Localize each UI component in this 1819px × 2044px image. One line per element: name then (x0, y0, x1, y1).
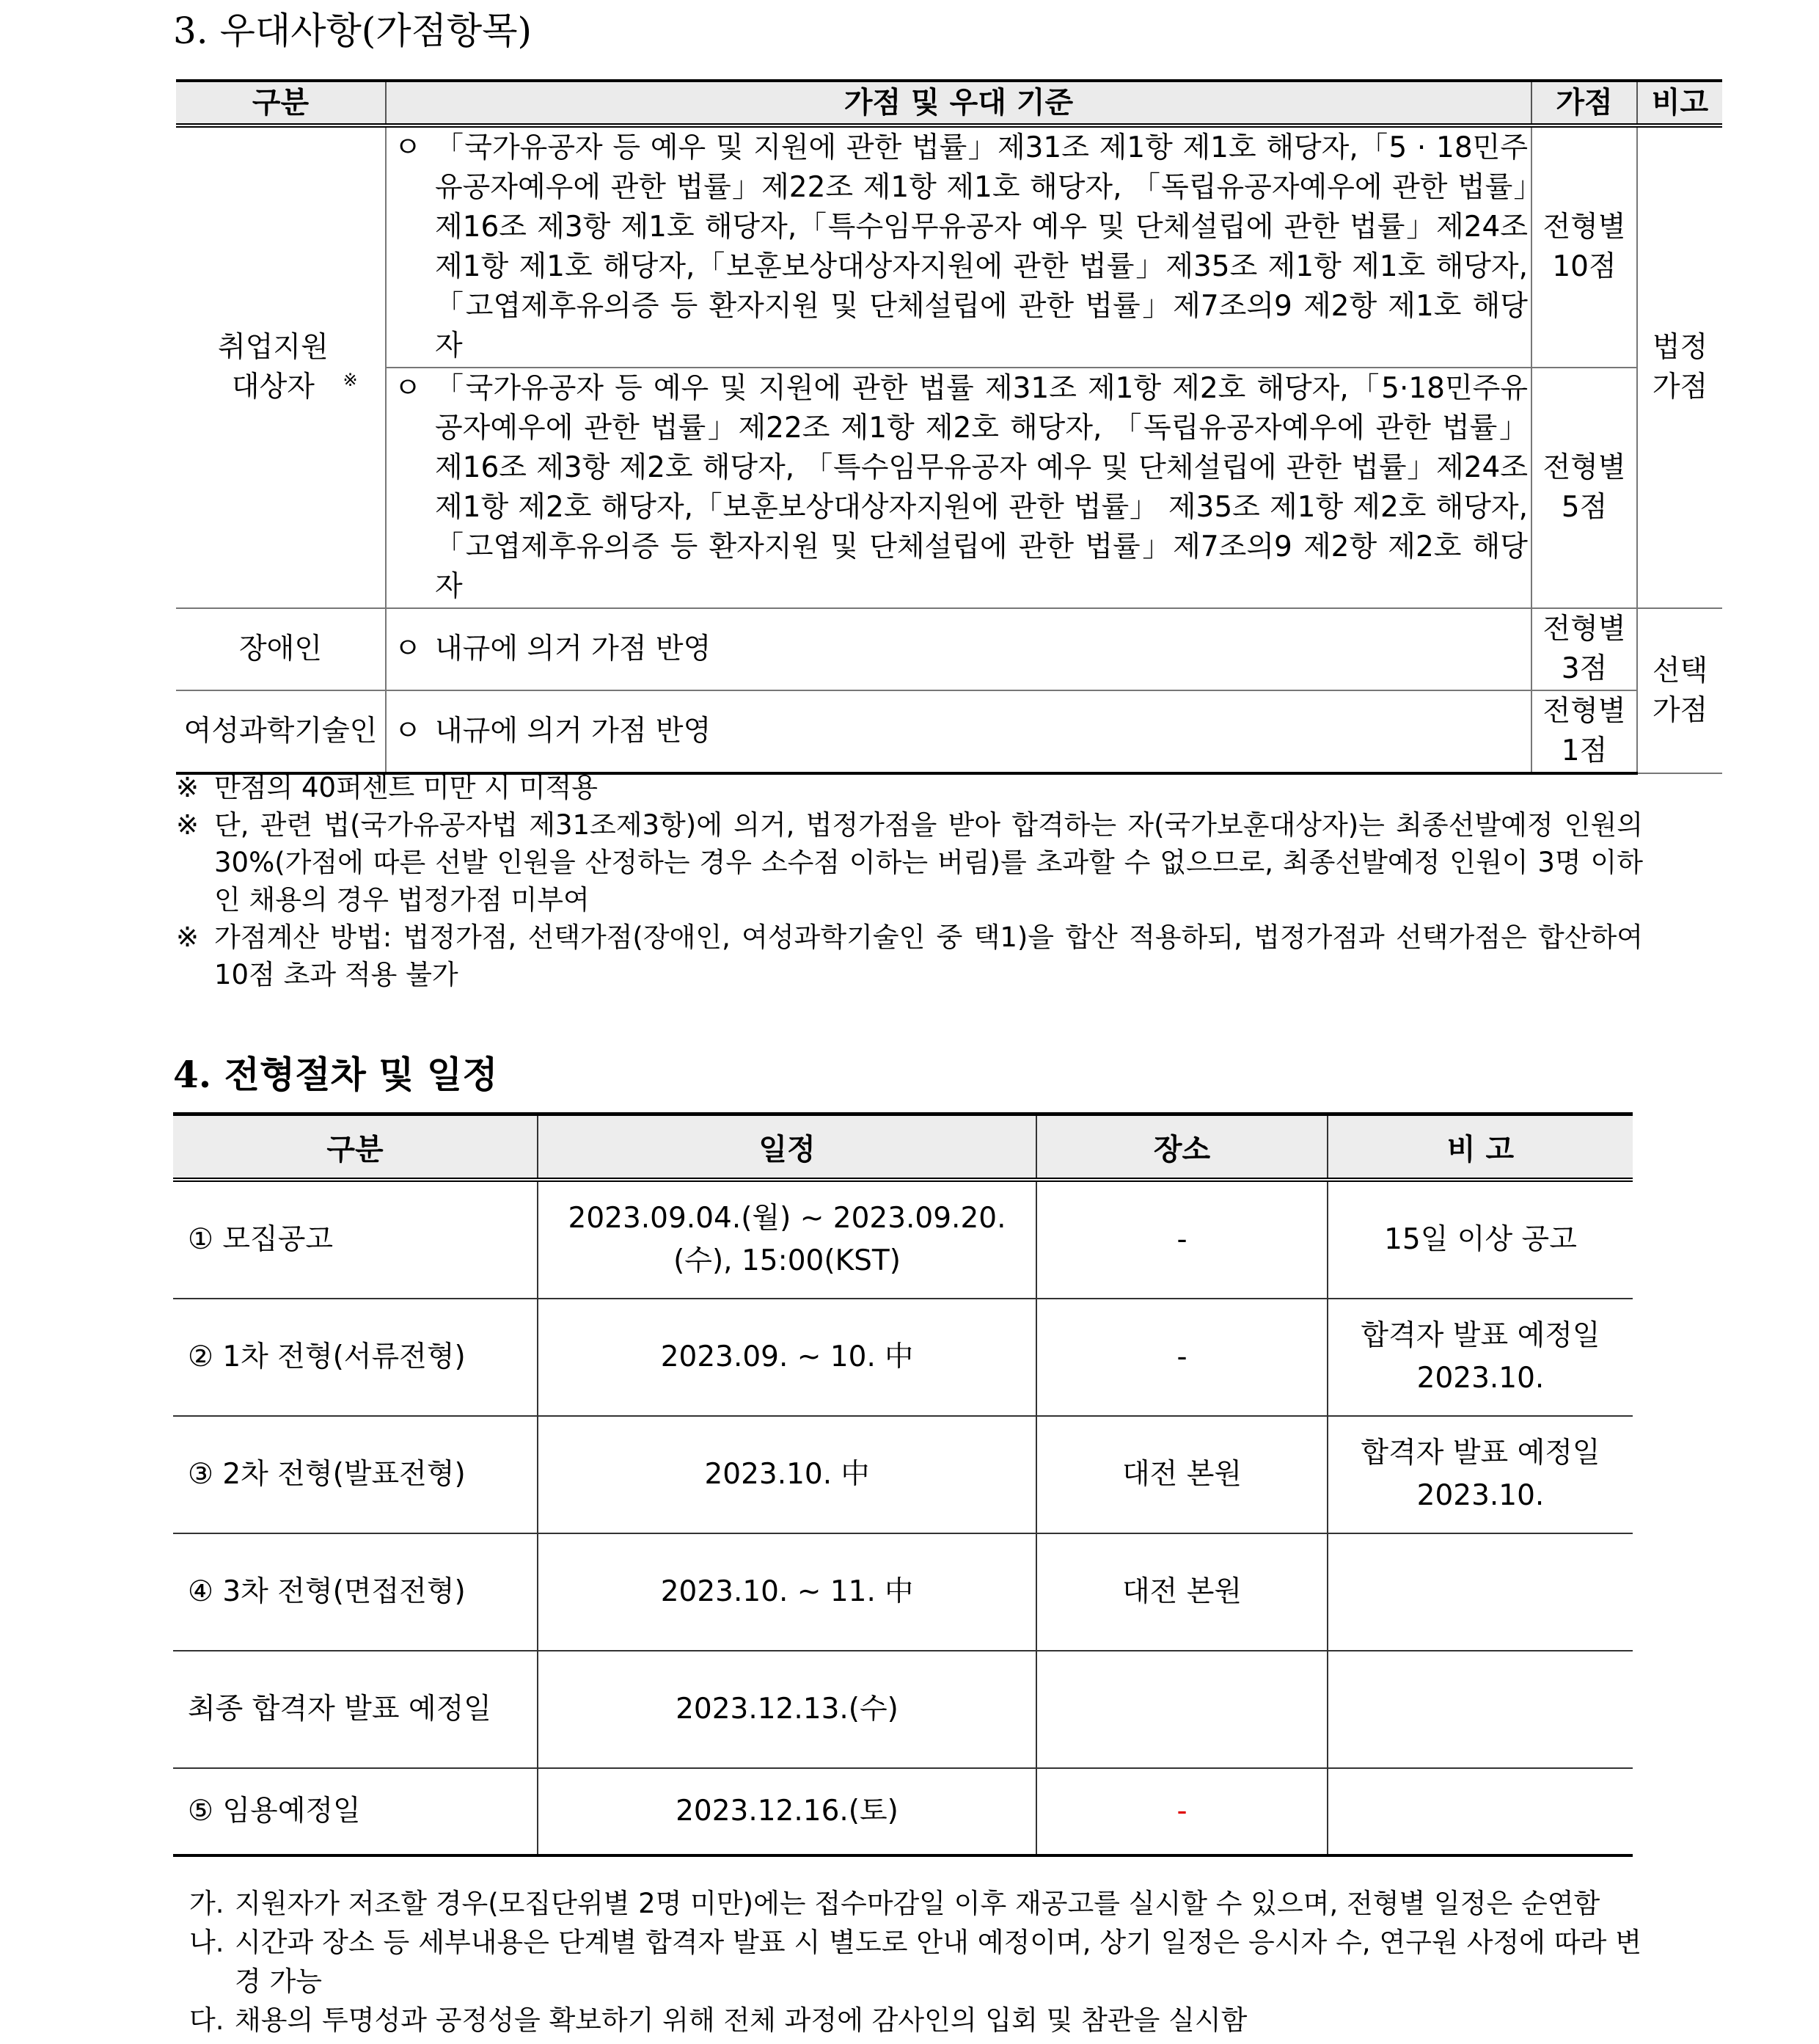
schedule-value: 2023.09.04.(월) ~ 2023.09.20.(수), 15:00(KST) (568, 1202, 1006, 1277)
list-item (189, 2001, 1642, 2040)
col-header-note: 비고 (1637, 81, 1722, 125)
remark-cell (1328, 1533, 1633, 1651)
note-text: 지원자가 저조할 경우(모집단위별 2명 미만)에는 접수마감일 이후 재공고를 실시할 수 있으며, 전형별 일정은 순연함 (235, 1888, 1600, 1919)
list-item (189, 1923, 1642, 2001)
table-row (173, 1180, 1633, 1299)
criteria-cell (386, 125, 1531, 368)
place-cell: - (1036, 1768, 1328, 1855)
section4-title: 4. 전형절차 및 일정 (173, 1053, 498, 1096)
note-value: 법정 가점 (1652, 331, 1708, 404)
note-text: 시간과 장소 등 세부내용은 단계별 합격자 발표 시 별도로 안내 예정이며, 상기 일정은 응시자 수, 연구원 사정에 따라 변경 가능 (235, 1927, 1642, 1997)
schedule-cell: 2023.12.13.(수) (538, 1651, 1036, 1768)
score-value: 전형별 5점 (1542, 451, 1626, 524)
note-text: 가점계산 방법: 법정가점, 선택가점(장애인, 여성과학기술인 중 택1)을 합산 적용하되, 법정가점과 선택가점은 합산하여 10점 초과 적용 불가 (214, 921, 1643, 990)
place-cell: 대전 본원 (1036, 1533, 1328, 1651)
note-text: 단, 관련 법(국가유공자법 제31조제3항)에 의거, 법정가점을 받아 합격하는 자(국가보훈대상자)는 최종선발예정 인원의 30%(가점에 따른 선발 인원을 산정하는 경우 소수점 이하는 버림)를 초과할 수 없으므로, 최종선발예정 인원이 3명 이하인 채용의 경우 법정가점 미부여 (214, 809, 1643, 916)
table-row (176, 125, 1722, 368)
table-row (173, 1299, 1633, 1416)
bonus-points-table (176, 79, 1722, 775)
stage-cell: ⑤ 임용예정일 (173, 1768, 538, 1855)
table-header-row (173, 1114, 1633, 1180)
note-symbol: ※ (176, 921, 200, 953)
reference-mark: ※ (343, 370, 358, 390)
category-label: 취업지원 대상자 (218, 331, 329, 404)
place-cell (1036, 1651, 1328, 1768)
list-item (176, 806, 1643, 919)
note-value: 선택 가점 (1652, 654, 1708, 727)
criteria-text: 내규에 의거 가점 반영 (435, 715, 711, 748)
note-text: 만점의 40퍼센트 미만 시 미적용 (214, 772, 599, 803)
criteria-cell (386, 368, 1531, 608)
score-value: 전형별 10점 (1542, 211, 1626, 283)
col-header-criteria: 가점 및 우대 기준 (386, 81, 1531, 125)
table-row (176, 368, 1722, 608)
note-symbol: ※ (176, 809, 200, 841)
note-mark: 가. (189, 1888, 224, 1919)
remark-value: 합격자 발표 예정일 2023.10. (1361, 1437, 1600, 1512)
bullet-mark: ㅇ (394, 131, 422, 164)
table-row (173, 1533, 1633, 1651)
place-cell: 대전 본원 (1036, 1416, 1328, 1533)
col-header-score: 가점 (1531, 81, 1637, 125)
score-value: 전형별 3점 (1542, 613, 1626, 685)
criteria-text: 「국가유공자 등 예우 및 지원에 관한 법률」제31조 제1항 제1호 해당자,「5 · 18민주유공자예우에 관한 법률」제22조 제1항 제1호 해당자, 「독립유공자예우에 관한 법률」제16조 제3항 제1호 해당자,「특수임무유공자 예우 및 단체설립에 관한 법률」제24조 제1항 제1호 해당자,「보훈보상대상자지원에 관한 법률」제35조 제1항 제1호 해당자,「고엽제후유의증 등 환자지원 및 단체설립에 관한 법률」제7조의9 제2항 제1호 해당자 (435, 131, 1528, 362)
col-header-remark: 비 고 (1328, 1114, 1633, 1180)
bullet-mark: ㅇ (394, 372, 422, 405)
stage-cell: 최종 합격자 발표 예정일 (173, 1651, 538, 1768)
table-row (173, 1416, 1633, 1533)
score-cell (1531, 690, 1637, 773)
schedule-cell: 2023.10. ~ 11. 中 (538, 1533, 1036, 1651)
remark-cell (1328, 1299, 1633, 1416)
place-cell: - (1036, 1180, 1328, 1299)
table-header-row (176, 81, 1722, 125)
note-symbol: ※ (176, 772, 200, 803)
table-row (173, 1768, 1633, 1855)
table-row (176, 608, 1722, 690)
schedule-table (173, 1112, 1633, 1857)
criteria-text: 「국가유공자 등 예우 및 지원에 관한 법률 제31조 제1항 제2호 해당자,「5·18민주유공자예우에 관한 법률」제22조 제1항 제2호 해당자, 「독립유공자예우에 관한 법률」제16조 제3항 제2호 해당자, 「특수임무유공자 예우 및 단체설립에 관한 법률」제24조 제1항 제2호 해당자,「보훈보상대상자지원에 관한 법률」 제35조 제1항 제2호 해당자, 「고엽제후유의증 등 환자지원 및 단체설립에 관한 법률」제7조의9 제2항 제2호 해당자 (435, 372, 1528, 603)
stage-cell: ④ 3차 전형(면접전형) (173, 1533, 538, 1651)
bullet-mark: ㅇ (394, 715, 422, 748)
note-mark: 다. (189, 2004, 224, 2036)
stage-cell: ① 모집공고 (173, 1180, 538, 1299)
score-value: 전형별 1점 (1542, 695, 1626, 767)
criteria-text: 내규에 의거 가점 반영 (435, 632, 711, 665)
schedule-cell (538, 1180, 1036, 1299)
criteria-cell (386, 690, 1531, 773)
score-cell (1531, 608, 1637, 690)
remark-cell: 15일 이상 공고 (1328, 1180, 1633, 1299)
col-header-schedule: 일정 (538, 1114, 1036, 1180)
table-row (173, 1651, 1633, 1768)
category-cell: 장애인 (176, 608, 386, 690)
section3-notes (176, 769, 1643, 993)
category-cell (176, 125, 386, 608)
remark-value: 합격자 발표 예정일 2023.10. (1361, 1319, 1600, 1395)
remark-cell (1328, 1651, 1633, 1768)
section4-notes (189, 1884, 1642, 2040)
score-cell (1531, 368, 1637, 608)
list-item (189, 1884, 1642, 1923)
col-header-place: 장소 (1036, 1114, 1328, 1180)
criteria-cell (386, 608, 1531, 690)
stage-cell: ② 1차 전형(서류전형) (173, 1299, 538, 1416)
col-header-category: 구분 (176, 81, 386, 125)
category-cell: 여성과학기술인 (176, 690, 386, 773)
schedule-cell: 2023.12.16.(토) (538, 1768, 1036, 1855)
col-header-stage: 구분 (173, 1114, 538, 1180)
table-row (176, 690, 1722, 773)
place-cell: - (1036, 1299, 1328, 1416)
remark-cell (1328, 1768, 1633, 1855)
note-cell (1637, 125, 1722, 608)
stage-cell: ③ 2차 전형(발표전형) (173, 1416, 538, 1533)
list-item (176, 919, 1643, 993)
bullet-mark: ㅇ (394, 632, 422, 665)
note-mark: 나. (189, 1927, 224, 1958)
remark-cell (1328, 1416, 1633, 1533)
section3-title: 3. 우대사항(가점항목) (173, 10, 532, 52)
schedule-cell: 2023.09. ~ 10. 中 (538, 1299, 1036, 1416)
note-text: 채용의 투명성과 공정성을 확보하기 위해 전체 과정에 감사인의 입회 및 참관을 실시함 (235, 2004, 1248, 2036)
schedule-cell: 2023.10. 中 (538, 1416, 1036, 1533)
score-cell (1531, 125, 1637, 368)
note-cell (1637, 608, 1722, 773)
list-item (176, 769, 1643, 806)
